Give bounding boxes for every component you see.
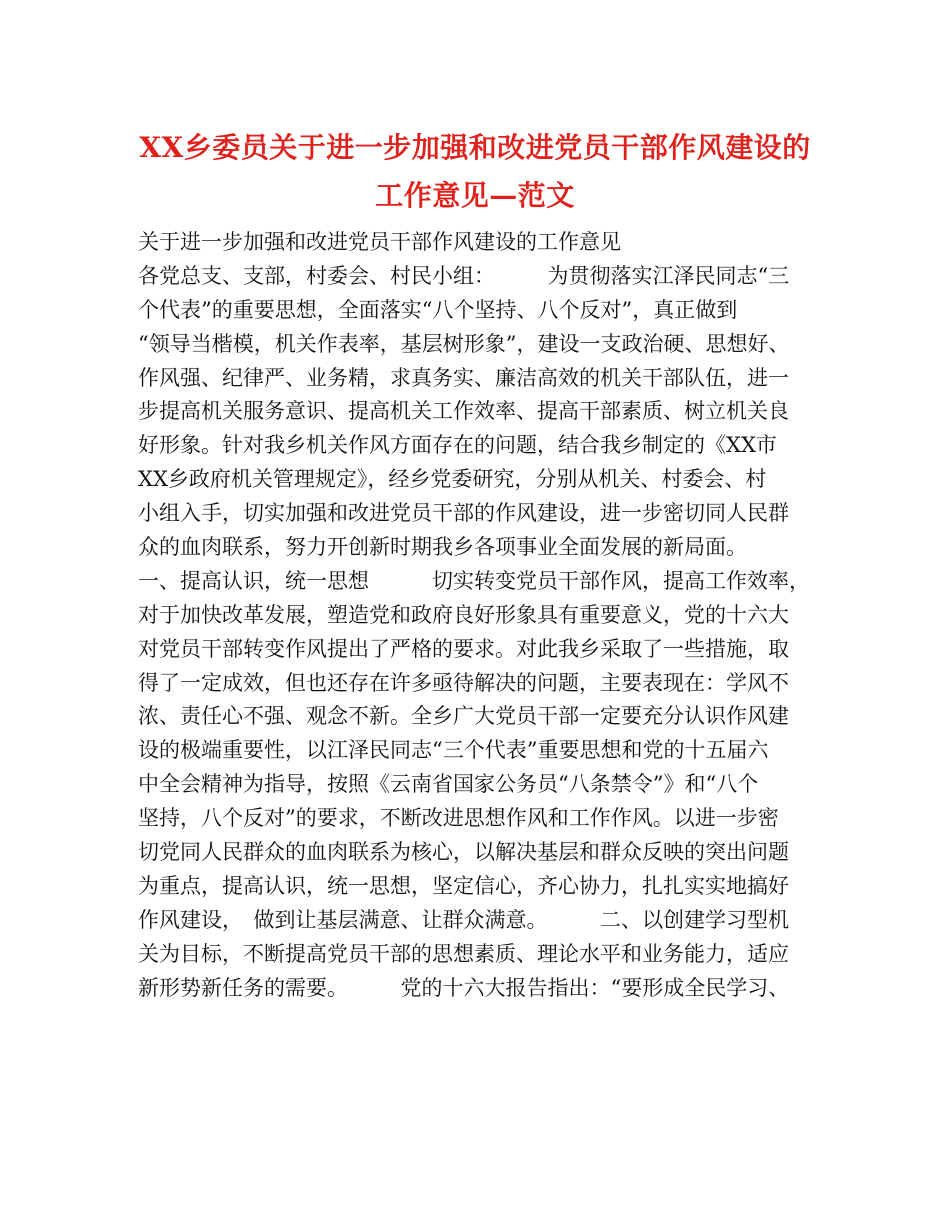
document-body	[138, 226, 828, 1005]
body-line: “领导当楷模，机关作表率，基层树形象”，建设一支政治硬、思想好、	[138, 331, 790, 356]
body-line: 作风强、纪律严、业务精，求真务实、廉洁高效的机关干部队伍，进一	[138, 365, 789, 390]
body-line: 众的血肉联系，努力开创新时期我乡各项事业全面发展的新局面。	[138, 535, 747, 560]
body-line: 为重点，提高认识，统一思想，坚定信心，齐心协力，扎扎实实地搞好	[138, 873, 789, 898]
body-line: 关于进一步加强和改进党员干部作风建设的工作意见	[138, 230, 621, 254]
body-line: 得了一定成效，但也还存在许多亟待解决的问题，主要表现在：学风不	[138, 670, 789, 695]
body-line: 关为目标，不断提高党员干部的思想素质、理论水平和业务能力，适应	[138, 941, 789, 966]
body-line: 浓、责任心不强、观念不新。全乡广大党员干部一定要充分认识作风建	[138, 704, 789, 729]
body-line: 设的极端重要性，以江泽民同志“三个代表”重要思想和党的十五届六	[138, 738, 769, 763]
body-line: 个代表”的重要思想，全面落实“八个坚持、八个反对”，真正做到	[138, 297, 738, 322]
body-line: 各党总支、支部，村委会、村民小组： 为贯彻落实江泽民同志“三	[138, 263, 790, 288]
body-line: 对党员干部转变作风提出了严格的要求。对此我乡采取了一些措施，取	[138, 636, 789, 661]
body-line: 一、提高认识，统一思想 切实转变党员干部作风，提高工作效率，	[138, 568, 810, 593]
document-title-line-2: 工作意见—范文	[375, 179, 575, 212]
body-line: 新形势新任务的需要。 党的十六大报告指出：“要形成全民学习、	[138, 975, 790, 1000]
body-line: 作风建设， 做到让基层满意、让群众满意。 二、以创建学习型机	[138, 907, 789, 932]
body-line: 坚持，八个反对”的要求，不断改进思想作风和工作作风。以进一步密	[138, 806, 779, 831]
body-line: 小组入手，切实加强和改进党员干部的作风建设，进一步密切同人民群	[138, 501, 789, 526]
body-line: 步提高机关服务意识、提高机关工作效率、提高干部素质、树立机关良	[138, 399, 789, 424]
body-line: 中全会精神为指导，按照《云南省国家公务员“八条禁令”》和“八个	[138, 772, 759, 797]
body-line: 好形象。针对我乡机关作风方面存在的问题，结合我乡制定的《XX市	[138, 433, 777, 458]
body-line: XX乡政府机关管理规定》，经乡党委研究，分别从机关、村委会、村	[138, 467, 767, 492]
body-line: 切党同人民群众的血肉联系为核心，以解决基层和群众反映的突出问题	[138, 840, 789, 865]
document-title-line-1: XX乡委员关于进一步加强和改进党员干部作风建设的	[139, 131, 811, 164]
body-line: 对于加快改革发展，塑造党和政府良好形象具有重要意义，党的十六大	[138, 602, 789, 627]
